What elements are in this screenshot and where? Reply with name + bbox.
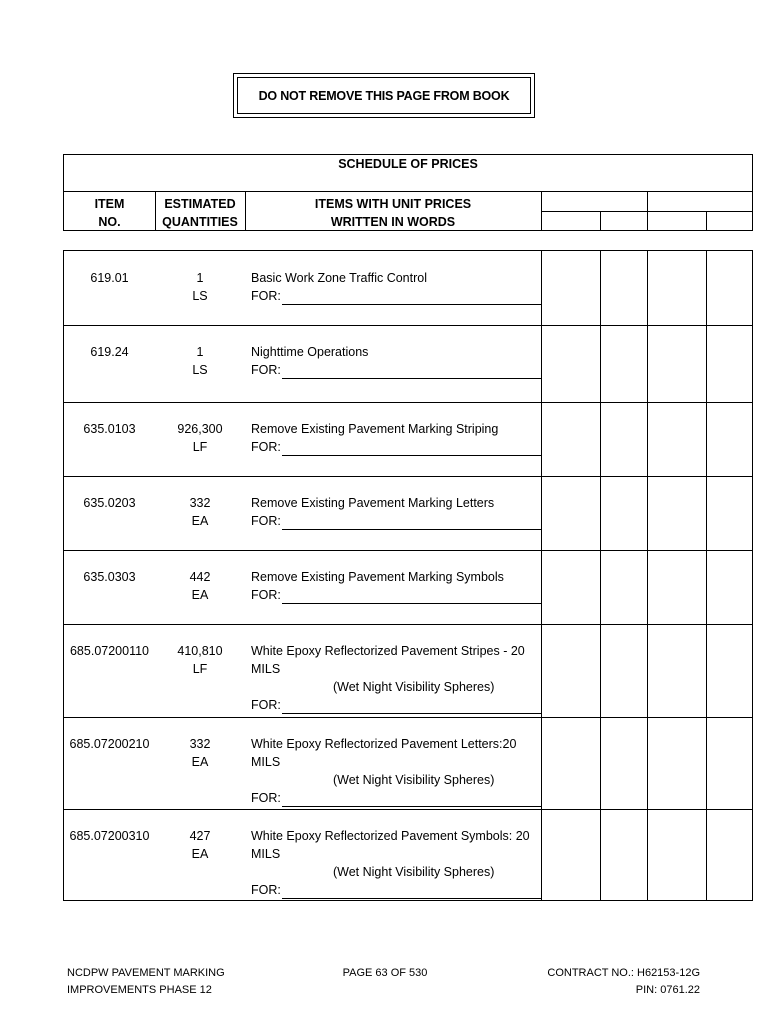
write-in-line[interactable] bbox=[282, 290, 541, 305]
quantity-value: 1 bbox=[196, 271, 204, 285]
description-text: White Epoxy Reflectorized Pavement Stripes - 20 MILS bbox=[251, 644, 525, 676]
for-label: FOR: bbox=[251, 588, 281, 602]
for-label: FOR: bbox=[251, 363, 281, 377]
schedule-header bbox=[63, 154, 753, 231]
quantity-value: 410,810 bbox=[177, 644, 223, 658]
row-divider bbox=[64, 550, 752, 551]
quantity-value: 1 bbox=[196, 345, 204, 359]
item-number: 635.0103 bbox=[83, 422, 136, 436]
header-price-divider bbox=[706, 211, 707, 231]
price-in-words-field[interactable] bbox=[251, 586, 541, 604]
col-qty-heading bbox=[155, 195, 245, 231]
description-text: Remove Existing Pavement Marking Symbols bbox=[251, 570, 504, 584]
table-row bbox=[64, 251, 752, 325]
quantity-unit: EA bbox=[191, 847, 209, 861]
item-number: 635.0303 bbox=[83, 570, 136, 584]
estimated-quantity bbox=[155, 343, 245, 379]
for-label: FOR: bbox=[251, 514, 281, 528]
table-row bbox=[64, 717, 752, 809]
item-number: 635.0203 bbox=[83, 496, 136, 510]
quantity-value: 332 bbox=[189, 737, 211, 751]
write-in-line[interactable] bbox=[282, 884, 541, 899]
quantity-value: 926,300 bbox=[177, 422, 223, 436]
row-divider bbox=[64, 717, 752, 718]
col-desc-heading bbox=[245, 195, 541, 231]
price-in-words-field[interactable] bbox=[251, 287, 541, 305]
quantity-unit: LF bbox=[192, 662, 208, 676]
quantity-value: 442 bbox=[189, 570, 211, 584]
table-row bbox=[64, 809, 752, 900]
item-number: 619.01 bbox=[90, 271, 129, 285]
item-description bbox=[251, 420, 541, 456]
price-in-words-field[interactable] bbox=[251, 881, 541, 899]
row-divider bbox=[64, 476, 752, 477]
for-label: FOR: bbox=[251, 883, 281, 897]
table-row bbox=[64, 402, 752, 476]
col-item-line1: ITEM bbox=[94, 197, 125, 211]
quantity-unit: EA bbox=[191, 588, 209, 602]
description-text: Remove Existing Pavement Marking Striping bbox=[251, 422, 499, 436]
description-text: White Epoxy Reflectorized Pavement Symbols: 20 MILS bbox=[251, 829, 530, 861]
write-in-line[interactable] bbox=[282, 699, 541, 714]
table-row bbox=[64, 550, 752, 624]
col-desc-line2: WRITTEN IN WORDS bbox=[330, 215, 456, 229]
description-text: Basic Work Zone Traffic Control bbox=[251, 271, 427, 285]
description-text: Remove Existing Pavement Marking Letters bbox=[251, 496, 495, 510]
estimated-quantity bbox=[155, 494, 245, 530]
description-text: Nighttime Operations bbox=[251, 345, 369, 359]
quantity-unit: LS bbox=[192, 363, 208, 377]
price-in-words-field[interactable] bbox=[251, 512, 541, 530]
price-in-words-field[interactable] bbox=[251, 696, 541, 714]
item-number: 685.07200110 bbox=[69, 644, 150, 658]
header-price-divider bbox=[647, 191, 648, 231]
quantity-value: 427 bbox=[189, 829, 211, 843]
quantity-unit: LS bbox=[192, 289, 208, 303]
quantity-value: 332 bbox=[189, 496, 211, 510]
row-divider bbox=[64, 809, 752, 810]
table-row bbox=[64, 476, 752, 550]
col-desc-line1: ITEMS WITH UNIT PRICES bbox=[314, 197, 472, 211]
price-in-words-field[interactable] bbox=[251, 789, 541, 807]
items-table bbox=[63, 250, 753, 901]
description-note: (Wet Night Visibility Spheres) bbox=[333, 865, 495, 879]
item-description bbox=[251, 269, 541, 305]
footer-project-line2: IMPROVEMENTS PHASE 12 bbox=[67, 984, 212, 996]
table-row bbox=[64, 325, 752, 402]
footer-contract bbox=[547, 965, 700, 999]
write-in-line[interactable] bbox=[282, 589, 541, 604]
header-price-divider bbox=[600, 211, 601, 231]
col-qty-line1: ESTIMATED bbox=[164, 197, 236, 211]
estimated-quantity bbox=[155, 269, 245, 305]
estimated-quantity bbox=[155, 568, 245, 604]
item-number: 619.24 bbox=[90, 345, 129, 359]
quantity-unit: LF bbox=[192, 440, 208, 454]
estimated-quantity bbox=[155, 642, 245, 678]
estimated-quantity bbox=[155, 827, 245, 863]
footer-pin: PIN: 0761.22 bbox=[635, 984, 700, 996]
item-description bbox=[251, 642, 541, 714]
notice-banner bbox=[233, 73, 535, 118]
footer-page-number: PAGE 63 OF 530 bbox=[342, 967, 428, 979]
for-label: FOR: bbox=[251, 698, 281, 712]
estimated-quantity bbox=[155, 420, 245, 456]
quantity-unit: EA bbox=[191, 514, 209, 528]
item-description bbox=[251, 343, 541, 379]
for-label: FOR: bbox=[251, 791, 281, 805]
table-row bbox=[64, 624, 752, 717]
write-in-line[interactable] bbox=[282, 364, 541, 379]
price-in-words-field[interactable] bbox=[251, 438, 541, 456]
price-in-words-field[interactable] bbox=[251, 361, 541, 379]
footer-project-line1: NCDPW PAVEMENT MARKING bbox=[67, 967, 225, 979]
description-text: White Epoxy Reflectorized Pavement Letters:20 MILS bbox=[251, 737, 517, 769]
item-description bbox=[251, 494, 541, 530]
col-item-heading bbox=[64, 195, 155, 231]
description-note: (Wet Night Visibility Spheres) bbox=[333, 773, 495, 787]
col-item-line2: NO. bbox=[98, 215, 121, 229]
row-divider bbox=[64, 624, 752, 625]
row-divider bbox=[64, 325, 752, 326]
notice-banner-text: DO NOT REMOVE THIS PAGE FROM BOOK bbox=[237, 77, 531, 114]
item-description bbox=[251, 735, 541, 807]
header-divider bbox=[64, 191, 752, 192]
for-label: FOR: bbox=[251, 289, 281, 303]
item-description bbox=[251, 827, 541, 899]
schedule-title: SCHEDULE OF PRICES bbox=[338, 157, 478, 171]
item-number: 685.07200210 bbox=[69, 737, 150, 751]
estimated-quantity bbox=[155, 735, 245, 771]
write-in-line[interactable] bbox=[282, 792, 541, 807]
row-divider bbox=[64, 402, 752, 403]
description-note: (Wet Night Visibility Spheres) bbox=[333, 680, 495, 694]
item-description bbox=[251, 568, 541, 604]
col-qty-line2: QUANTITIES bbox=[162, 215, 238, 229]
write-in-line[interactable] bbox=[282, 515, 541, 530]
for-label: FOR: bbox=[251, 440, 281, 454]
footer-contract-no: CONTRACT NO.: H62153-12G bbox=[547, 967, 700, 979]
write-in-line[interactable] bbox=[282, 441, 541, 456]
item-number: 685.07200310 bbox=[69, 829, 150, 843]
quantity-unit: EA bbox=[191, 755, 209, 769]
